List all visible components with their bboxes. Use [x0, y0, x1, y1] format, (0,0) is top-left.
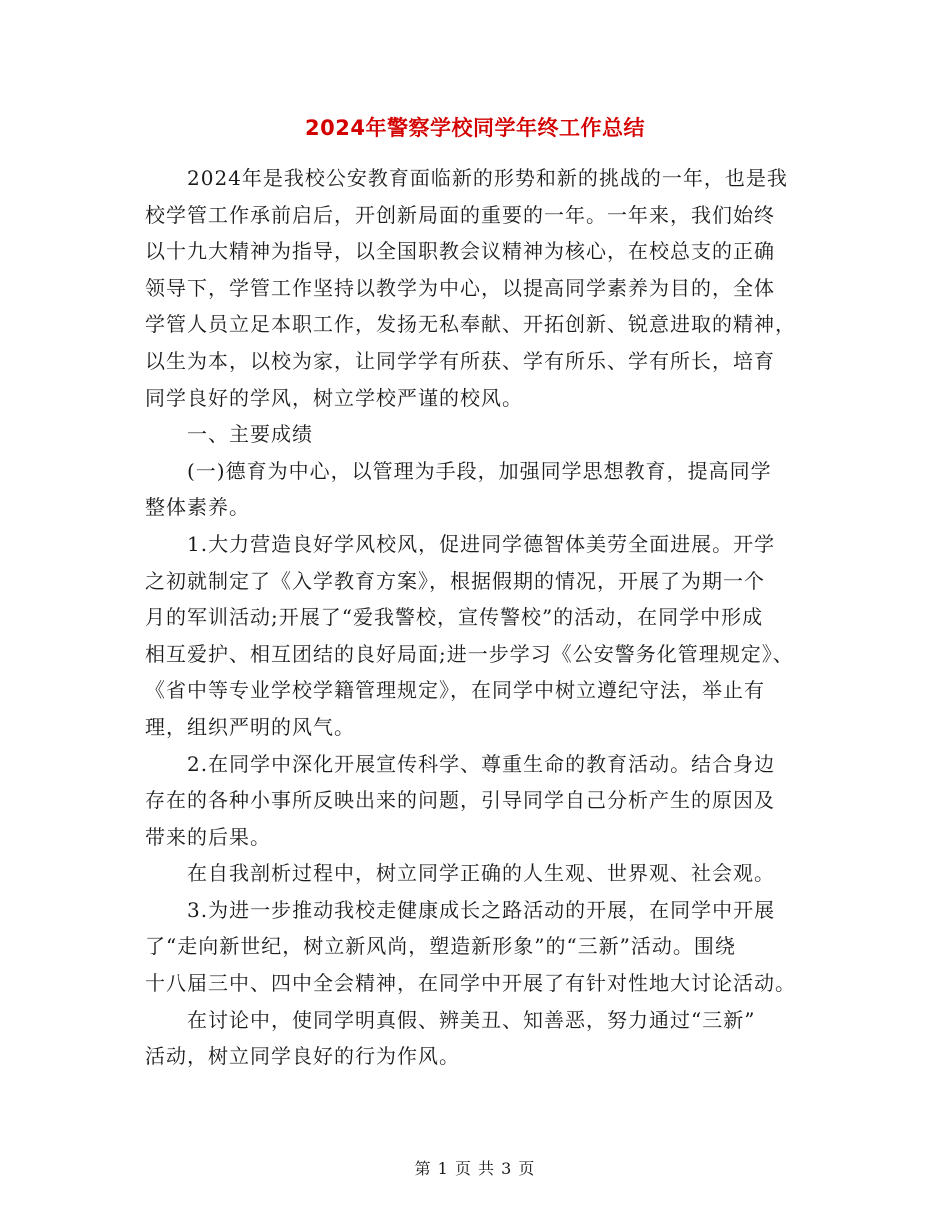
body-line: 活动，树立同学良好的行为作风。 — [145, 1044, 460, 1069]
body-line: 1.大力营造良好学风校风，促进同学德智体美劳全面进展。开学 — [187, 531, 776, 556]
document-body — [145, 160, 805, 1075]
body-line: 相互爱护、相互团结的良好局面;进一步学习《公安警务化管理规定》、 — [145, 641, 794, 666]
body-line: 学管人员立足本职工作，发扬无私奉献、开拓创新、锐意进取的精神， — [145, 312, 796, 337]
body-line: 领导下，学管工作坚持以教学为中心，以提高同学素养为目的，全体 — [145, 275, 775, 300]
body-line: 整体素养。 — [145, 495, 250, 520]
body-line: 存在的各种小事所反映出来的问题，引导同学自己分析产生的原因及 — [145, 788, 775, 813]
body-line: 3.为进一步推动我校走健康成长之路活动的开展，在同学中开展 — [187, 897, 776, 922]
page-footer: 第 1 页 共 3 页 — [414, 1159, 536, 1178]
body-line: 了“走向新世纪，树立新风尚，塑造新形象”的“三新”活动。围绕 — [145, 934, 736, 959]
document-title: 2024年警察学校同学年终工作总结 — [305, 116, 645, 140]
body-line: 以十九大精神为指导，以全国职教会议精神为核心，在校总支的正确 — [145, 239, 775, 264]
body-line: 在自我剖析过程中，树立同学正确的人生观、世界观、社会观。 — [187, 861, 775, 886]
body-line: 《省中等专业学校学籍管理规定》，在同学中树立遵纪守法，举止有 — [145, 678, 765, 703]
body-line: 带来的后果。 — [145, 824, 271, 849]
body-line: 以生为本，以校为家，让同学学有所获、学有所乐、学有所长，培育 — [145, 348, 775, 373]
body-line: 一、主要成绩 — [187, 422, 313, 447]
body-line: 之初就制定了《入学教育方案》，根据假期的情况，开展了为期一个 — [145, 568, 765, 593]
body-line: 同学良好的学风，树立学校严谨的校风。 — [145, 385, 523, 410]
body-line: 月的军训活动;开展了“爱我警校，宣传警校”的活动，在同学中形成 — [145, 605, 764, 630]
body-line: 校学管工作承前启后，开创新局面的重要的一年。一年来，我们始终 — [145, 202, 775, 227]
body-line: 2024年是我校公安教育面临新的形势和新的挑战的一年，也是我 — [187, 166, 788, 190]
body-line: 十八届三中、四中全会精神，在同学中开展了有针对性地大讨论活动。 — [145, 971, 796, 996]
body-line: 在讨论中，使同学明真假、辨美丑、知善恶，努力通过“三新” — [187, 1007, 756, 1032]
body-line: (一)德育为中心，以管理为手段，加强同学思想教育，提高同学 — [187, 458, 772, 483]
body-line: 2.在同学中深化开展宣传科学、尊重生命的教育活动。结合身边 — [187, 751, 776, 776]
body-line: 理，组织严明的风气。 — [145, 714, 355, 739]
